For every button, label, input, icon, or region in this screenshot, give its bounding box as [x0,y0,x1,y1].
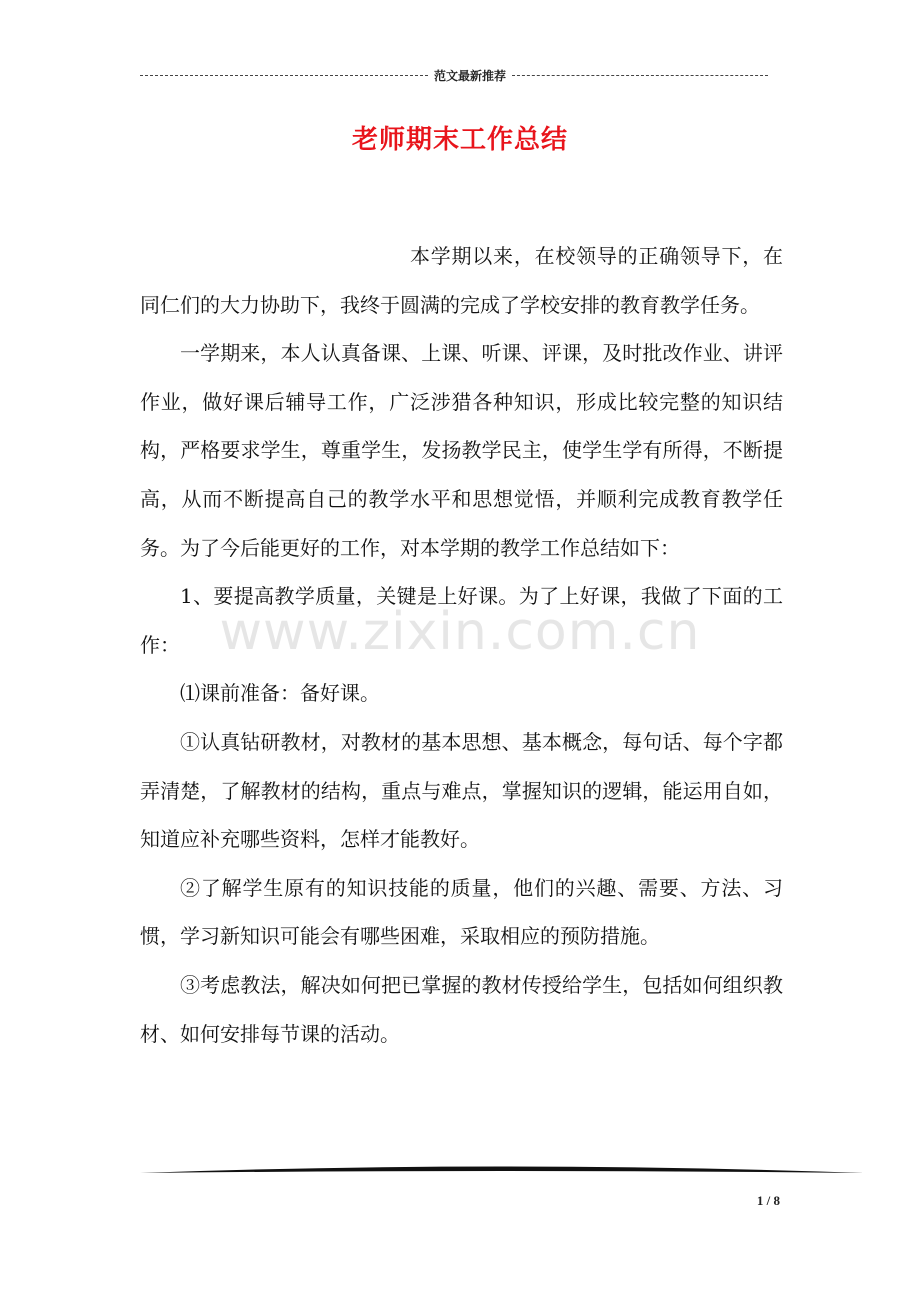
paragraph-item-2: ②了解学生原有的知识技能的质量，他们的兴趣、需要、方法、习惯，学习新知识可能会有哪些困难，采取相应的预防措施。 [140,875,783,949]
paragraph-overview: 一学期来，本人认真备课、上课、听课、评课，及时批改作业、讲评作业，做好课后辅导工作，广泛涉猎各种知识，形成比较完整的知识结构，严格要求学生，尊重学生，发扬教学民主，使学生学有所得，不断提高，从而不断提高自己的教学水平和思想觉悟，并顺利完成教育教学任务。为了今后能更好的工作，对本学期的教学工作总结如下： [140,341,783,560]
paragraph-subpoint-1: ⑴课前准备：备好课。 [180,681,380,706]
paragraph-item-1: ①认真钻研教材，对教材的基本思想、基本概念，每句话、每个字都弄清楚，了解教材的结构，重点与难点，掌握知识的逻辑，能运用自如，知道应补充哪些资料，怎样才能教好。 [140,729,783,852]
page-number: 1 / 8 [756,1193,780,1208]
paragraph-item-3: ③考虑教法，解决如何把已掌握的教材传授给学生，包括如何组织教材、如何安排每节课的活动。 [140,972,783,1046]
footer-rule [140,1164,864,1176]
header-dashed-rule-right [512,75,768,76]
paragraph-point-1: 1、要提高教学质量，关键是上好课。为了上好课，我做了下面的工作： [140,584,783,657]
document-body [140,232,783,1058]
watermark: www.zixin.com.cn [219,602,701,662]
paragraph-intro: 本学期以来，在校领导的正确领导下，在同仁们的大力协助下，我终于圆满的完成了学校安排的教育教学任务。 [140,244,783,317]
header-dashed-rule-left [140,75,428,76]
header-label: 范文最新推荐 [433,69,506,83]
document-title: 老师期末工作总结 [351,125,568,155]
page-header [140,66,768,86]
